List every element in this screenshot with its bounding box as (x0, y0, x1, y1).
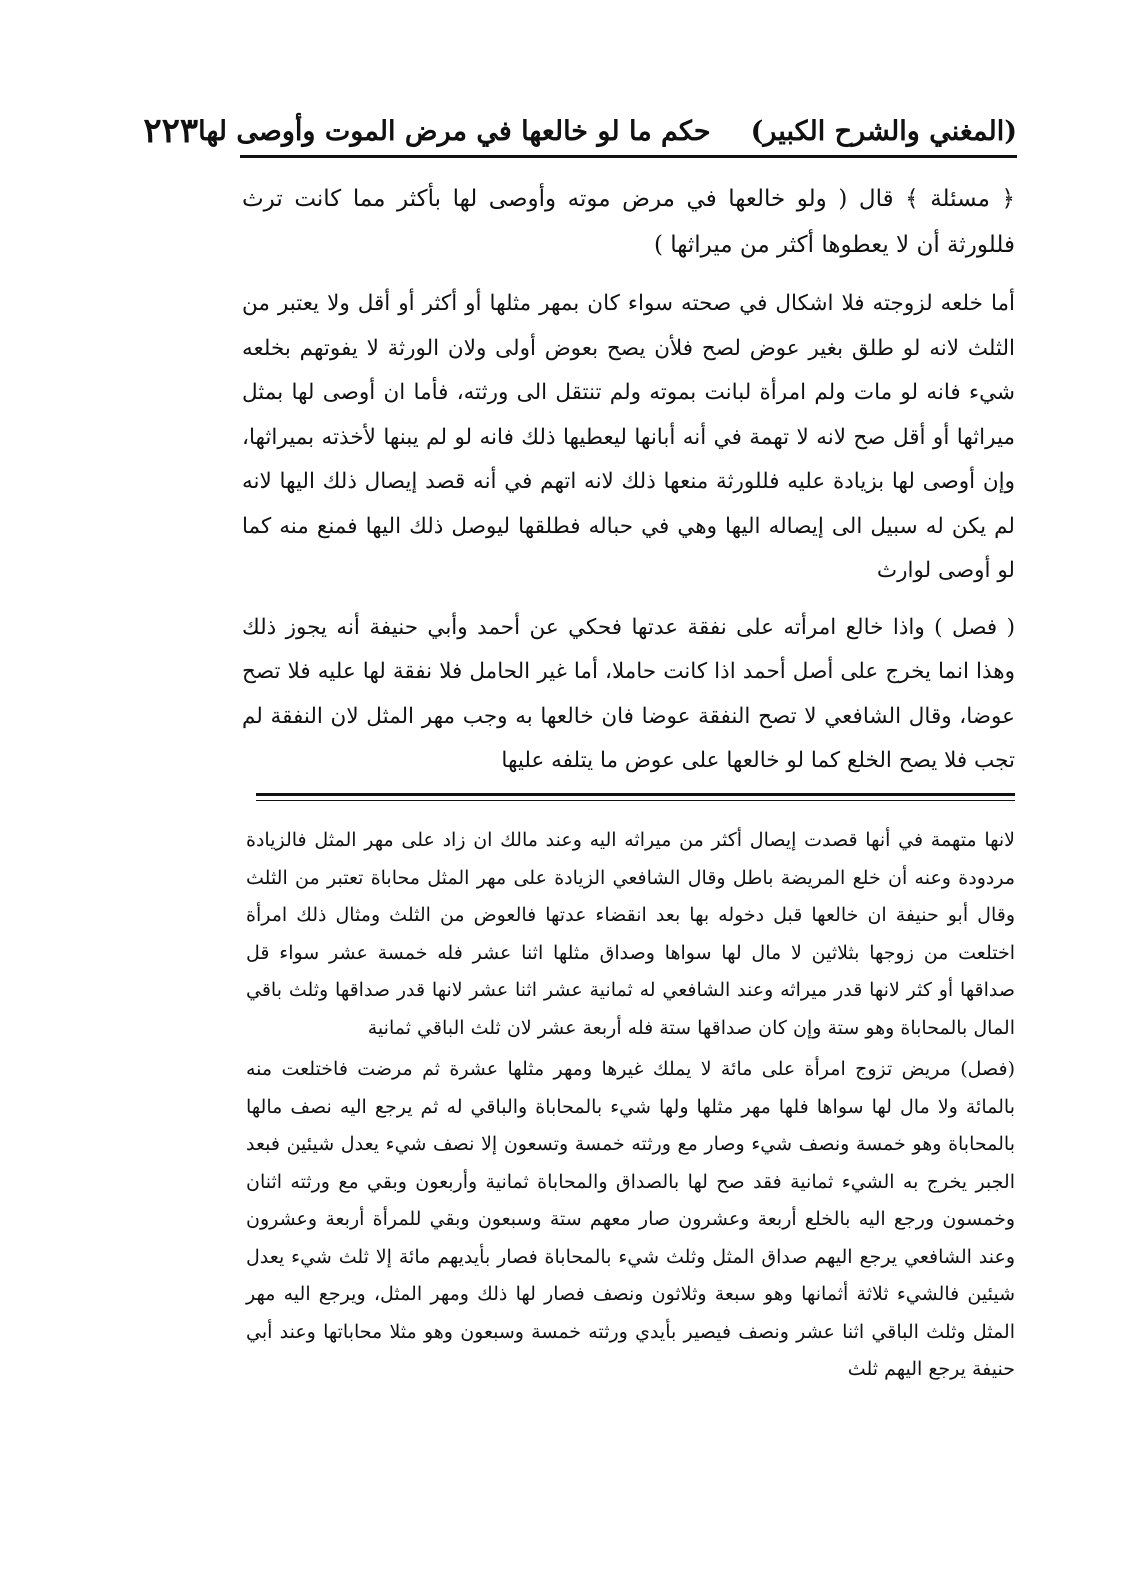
section-divider (256, 793, 1015, 801)
commentary-paragraph: لانها متهمة في أنها قصدت إيصال أكثر من ميراثه اليه وعند مالك ان زاد على مهر المثل فالزيادة مردودة وعنه أن خلع المريضة باطل وقال الشافعي الزيادة على مهر المثل محاباة تعتبر من الثلث وقال أبو حنيفة ان خالعها قبل دخوله بها بعد انقضاء عدتها فالعوض من الثلث ومثال ذلك امرأة اختلعت من زوجها بثلاثين لا مال لها سواها وصداق مثلها اثنا عشر فله خمسة عشر سواء قل صداقها أو كثر لانها قدر ميراثه وعند الشافعي له ثمانية عشر اثنا عشر لانها قدر صداقها وثلث باقي المال بالمحاباة وهو ستة وإن كان صداقها ستة فله أربعة عشر لان ثلث الباقي ثمانية (246, 829, 1015, 1039)
main-paragraph: ( فصل ) واذا خالع امرأته على نفقة عدتها فحكي عن أحمد وأبي حنيفة أنه يجوز ذلك وهذا انما يخرج على أصل أحمد اذا كانت حاملا، أما غير الحامل فلا نفقة لها عليه فلا تصح عوضا، وقال الشافعي لا تصح النفقة عوضا فان خالعها به وجب مهر المثل لان النفقة لم تجب فلا يصح الخلع كما لو خالعها على عوض ما يتلفه عليها (242, 614, 1015, 773)
main-paragraph: أما خلعه لزوجته فلا اشكال في صحته سواء كان بمهر مثلها أو أكثر أو أقل ولا يعتبر من الثلث لانه لو طلق بغير عوض لصح فلأن يصح بعوض أولى ولان الورثة لا يفوتهم بخلعه شيء فانه لو مات ولم امرأة لبانت بموته ولم تنتقل الى ورثته، فأما ان أوصى لها بمثل ميراثها أو أقل صح لانه لا تهمة في أنه أبانها ليعطيها ذلك فانه لو لم يبنها لأخذته بميراثها، وإن أوصى لها بزيادة عليه فللورثة منعها ذلك لانه اتهم في أنه قصد إيصال ذلك اليها لانه لم يكن له سبيل الى إيصاله اليها وهي في حباله فطلقها ليوصل ذلك اليها فمنع منه كما لو أوصى لوارث (242, 291, 1015, 583)
book-title: (المغني والشرح الكبير) (750, 115, 1017, 147)
issue-statement: ﴿ مسئلة ﴾ قال ( ولو خالعها في مرض موته وأوصى لها بأكثر مما كانت ترث فللورثة أن لا يعطوها أكثر من ميراثها ) (242, 186, 1015, 258)
page-number: ٢٢٣ (143, 111, 199, 151)
commentary-paragraph: (فصل) مريض تزوج امرأة على مائة لا يملك غيرها ومهر مثلها عشرة ثم مرضت فاختلعت منه بالمائة ولا مال لها سواها فلها مهر مثلها ولها شيء بالمحاباة والباقي له ثم يرجع اليه نصف مالها بالمحاباة وهو خمسة ونصف شيء وصار مع ورثته خمسة وتسعون إلا نصف شيء يعدل شيئين فبعد الجبر يخرج به الشيء ثمانية فقد صح لها بالصداق والمحاباة ثمانية وأربعون وبقي مع ورثته اثنان وخمسون ورجع اليه بالخلع أربعة وعشرون صار معهم ستة وسبعون وبقي للمرأة أربعة وعشرون وعند الشافعي يرجع اليهم صداق المثل وثلث شيء بالمحاباة فصار بأيديهم مائة إلا ثلث شيء يعدل شيئين فالشيء ثلاثة أثمانها وهو سبعة وثلاثون ونصف فصار لها ذلك ومهر المثل، ويرجع اليه مهر المثل وثلث الباقي اثنا عشر ونصف فيصير بأيدي ورثته خمسة وسبعون وهو مثلا محاباتها وعند أبي حنيفة يرجع اليهم ثلث (246, 1058, 1016, 1380)
running-header (143, 108, 1017, 154)
main-text (242, 176, 1015, 796)
commentary-text (246, 822, 1015, 1393)
header-rule (240, 155, 1017, 158)
section-title: حكم ما لو خالعها في مرض الموت وأوصى لها (198, 115, 711, 147)
